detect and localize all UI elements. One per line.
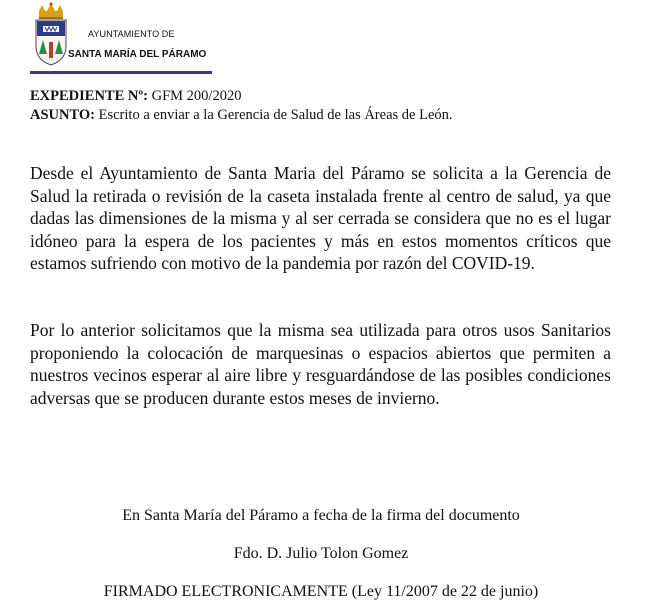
asunto-value: Escrito a enviar a la Gerencia de Salud de las Áreas de León. — [98, 107, 453, 123]
electronic-signature-note: FIRMADO ELECTRONICAMENTE (Ley 11/2007 de 22 de junio) — [103, 583, 539, 600]
document-meta — [30, 87, 453, 125]
org-name-line2: SANTA MARÍA DEL PÁRAMO — [68, 49, 207, 60]
expediente-line — [30, 87, 453, 106]
signature-line: Fdo. D. Julio Tolon Gomez — [233, 545, 409, 562]
expediente-value: GFM 200/2020 — [151, 88, 242, 104]
body-paragraph-2: Por lo anterior solicitamos que la misma sea utilizada para otros usos Sanitarios proponiendo la colocación de marquesinas o espacios abiertos que permiten a nuestros vecinos esperar al aire libre y resguardándose de las posibles condiciones adversas que se producen durante estos meses de invierno. — [30, 320, 611, 408]
expediente-label: EXPEDIENTE Nº: — [30, 88, 148, 104]
header-divider — [30, 71, 212, 74]
body-paragraph-1: Desde el Ayuntamiento de Santa Maria del Páramo se solicita a la Gerencia de Salud la retirada o revisión de la caseta instalada frente al centro de salud, ya que dadas las dimensiones de la misma y al ser cerrada se considera que no es el lugar idóneo para la espera de los pacientes y más en estos momentos críticos que estamos sufriendo con motivo de la pandemia por razón del COVID-19. — [30, 163, 611, 273]
asunto-line — [30, 106, 453, 125]
municipal-coat-of-arms-icon — [33, 2, 69, 66]
letterhead — [30, 2, 212, 76]
asunto-label: ASUNTO: — [30, 107, 95, 123]
org-name-line1: AYUNTAMIENTO DE — [88, 29, 175, 39]
place-date-line: En Santa María del Páramo a fecha de la firma del documento — [122, 507, 520, 524]
